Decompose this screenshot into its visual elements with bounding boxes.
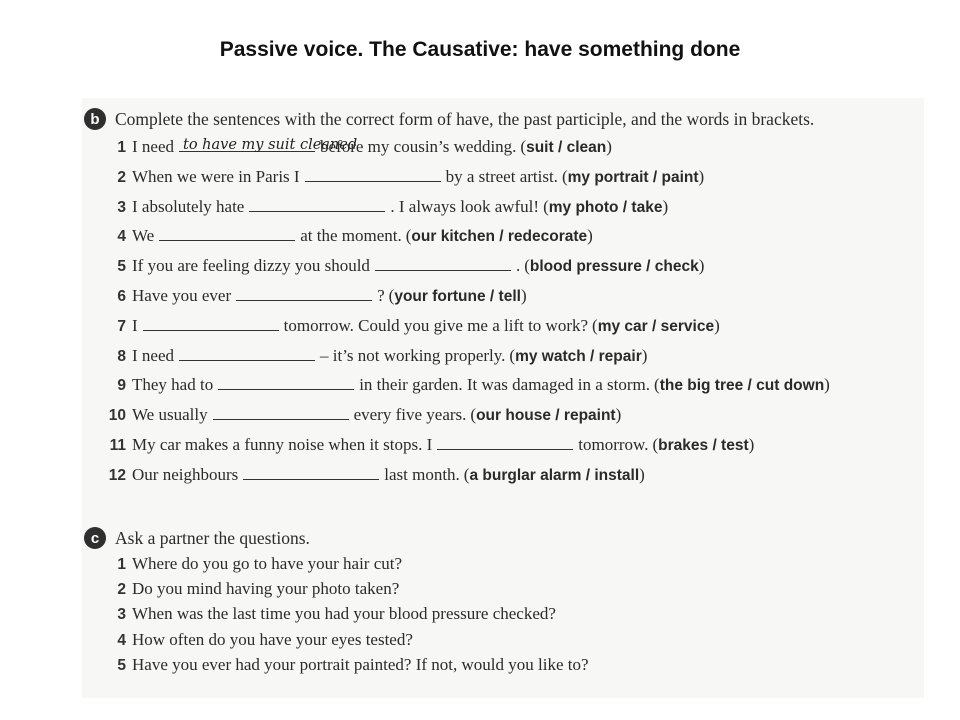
- answer-blank[interactable]: [375, 252, 511, 271]
- answer-blank[interactable]: [159, 223, 295, 242]
- section-c: [84, 525, 914, 677]
- item-text-before: When we were in Paris I: [132, 166, 300, 186]
- question-number: 1: [117, 556, 126, 573]
- section-c-instruction-row: [84, 525, 914, 551]
- item-text-before: I need: [132, 345, 175, 365]
- item-cue-words: brakes / test: [658, 436, 749, 454]
- item-number: 3: [117, 198, 126, 216]
- page-title: Passive voice. The Causative: have something done: [219, 38, 741, 61]
- item-text-after: – it’s not working properly.: [320, 345, 506, 365]
- section-b-badge: b: [84, 108, 106, 130]
- item-text-before: If you are feeling dizzy you should: [132, 256, 370, 276]
- item-text-before: I need: [132, 137, 175, 156]
- item-cue: (my car / service): [592, 315, 720, 335]
- item-cue: (a burglar alarm / install): [463, 464, 645, 484]
- item-text-after: every five years.: [353, 405, 467, 425]
- item-text-after: by a street artist.: [445, 166, 558, 186]
- question-item: [84, 551, 914, 576]
- item-cue-words: my car / service: [597, 317, 715, 335]
- item-cue: (brakes / test): [652, 434, 755, 454]
- item-cue-words: blood pressure / check: [529, 258, 699, 276]
- question-item: [84, 601, 914, 626]
- exercise-item: [84, 162, 914, 192]
- item-text-before: They had to: [132, 375, 214, 395]
- item-text-before: I absolutely hate: [132, 196, 245, 216]
- answer-blank[interactable]: [437, 431, 573, 450]
- item-cue: (my watch / repair): [509, 345, 648, 365]
- item-text-before: We: [132, 226, 155, 246]
- item-number: 10: [108, 407, 126, 425]
- section-b-list: [84, 132, 914, 490]
- answer-blank[interactable]: [236, 282, 372, 301]
- item-cue: (our house / repaint): [470, 405, 622, 425]
- section-b-instruction: Complete the sentences with the correct form of have, the past participle, and the words in brackets.: [115, 108, 815, 129]
- item-text-after: tomorrow. Could you give me a lift to work?: [283, 315, 589, 335]
- item-number: 2: [117, 168, 126, 186]
- item-text-after: before my cousin’s wedding.: [320, 137, 517, 156]
- exercise-item: [84, 251, 914, 281]
- item-cue: (our kitchen / redecorate): [405, 226, 593, 246]
- item-number: 5: [117, 258, 126, 276]
- question-text: Do you mind having your photo taken?: [132, 579, 400, 599]
- exercise-item: [84, 132, 914, 162]
- item-text-before: We usually: [132, 405, 208, 425]
- item-cue-words: a burglar alarm / install: [469, 466, 640, 484]
- item-text-before: My car makes a funny noise when it stops. I: [132, 434, 433, 454]
- question-text: When was the last time you had your blood pressure checked?: [132, 604, 556, 624]
- item-text-after: last month.: [384, 464, 460, 484]
- item-cue: (the big tree / cut down): [654, 375, 830, 395]
- item-cue: (blood pressure / check): [524, 256, 705, 276]
- section-b: [84, 106, 914, 490]
- handwritten-answer: to have my suit cleaned: [183, 136, 358, 153]
- section-b-instruction-row: [84, 106, 914, 132]
- item-number: 6: [117, 287, 126, 305]
- answer-blank[interactable]: [218, 372, 354, 391]
- item-text-after: .: [515, 256, 521, 276]
- item-number: 11: [109, 436, 126, 454]
- exercise-item: [84, 370, 914, 400]
- answer-blank[interactable]: [179, 342, 315, 361]
- exercise-item: [84, 281, 914, 311]
- answer-blank[interactable]: [179, 133, 358, 153]
- exercise-item: [84, 460, 914, 490]
- item-text-after: at the moment.: [300, 226, 402, 246]
- item-cue: (suit / clean): [520, 137, 612, 156]
- exercise-item: [84, 311, 914, 341]
- item-number: 12: [108, 466, 126, 484]
- item-text-after: tomorrow.: [578, 434, 649, 454]
- exercise-item: [84, 400, 914, 430]
- question-item: [84, 652, 914, 677]
- item-cue-words: your fortune / tell: [394, 287, 521, 305]
- item-cue-words: suit / clean: [526, 139, 607, 156]
- item-cue-words: my photo / take: [548, 198, 663, 216]
- question-number: 3: [117, 606, 126, 624]
- item-cue-words: our house / repaint: [476, 407, 616, 425]
- question-number: 5: [117, 656, 126, 674]
- item-number: 8: [117, 347, 126, 365]
- question-text: Where do you go to have your hair cut?: [132, 554, 403, 573]
- item-number: 4: [117, 228, 126, 246]
- item-cue-words: my portrait / paint: [567, 168, 699, 186]
- item-cue: (my portrait / paint): [561, 166, 705, 186]
- answer-blank[interactable]: [243, 461, 379, 480]
- answer-blank[interactable]: [143, 312, 279, 331]
- section-c-badge: c: [84, 527, 106, 549]
- item-cue-words: the big tree / cut down: [659, 377, 825, 395]
- answer-blank[interactable]: [305, 163, 441, 182]
- item-text-before: I: [132, 315, 138, 335]
- exercise-item: [84, 221, 914, 251]
- item-cue: (my photo / take): [543, 196, 669, 216]
- item-cue-words: our kitchen / redecorate: [411, 228, 588, 246]
- item-number: 9: [117, 377, 126, 395]
- question-number: 2: [117, 581, 126, 599]
- item-number: 1: [117, 139, 126, 156]
- item-cue-words: my watch / repair: [515, 347, 642, 365]
- exercise-item: [84, 192, 914, 222]
- exercise-item: [84, 341, 914, 371]
- question-item: [84, 627, 914, 652]
- question-text: Have you ever had your portrait painted? If not, would you like to?: [132, 654, 589, 674]
- section-c-instruction: Ask a partner the questions.: [115, 527, 310, 548]
- item-text-after: ?: [377, 285, 385, 305]
- answer-blank[interactable]: [249, 193, 385, 212]
- item-text-before: Our neighbours: [132, 464, 239, 484]
- answer-blank[interactable]: [213, 401, 349, 420]
- question-item: [84, 576, 914, 601]
- item-text-after: in their garden. It was damaged in a storm.: [359, 375, 651, 395]
- question-text: How often do you have your eyes tested?: [132, 629, 413, 649]
- exercise-item: [84, 430, 914, 460]
- item-text-before: Have you ever: [132, 285, 232, 305]
- question-number: 4: [117, 631, 126, 649]
- item-text-after: . I always look awful!: [390, 196, 540, 216]
- item-cue: (your fortune / tell): [388, 285, 527, 305]
- section-c-list: [84, 551, 914, 677]
- item-number: 7: [117, 317, 126, 335]
